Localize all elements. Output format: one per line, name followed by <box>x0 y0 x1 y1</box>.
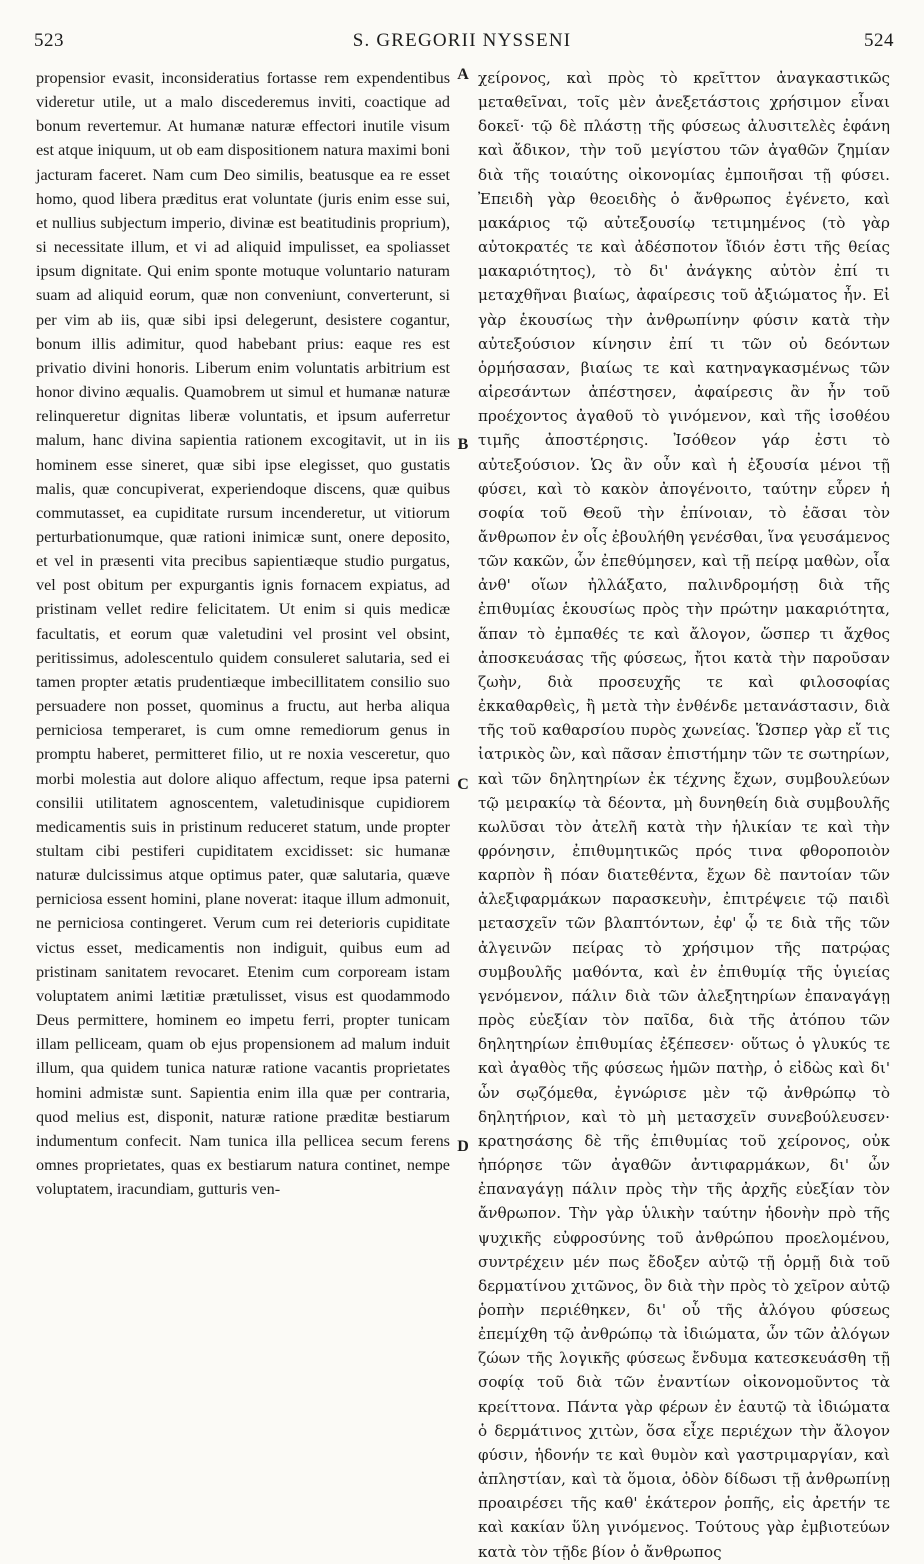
greek-text: χείρονος, καὶ πρὸς τὸ κρεῖττον ἀναγκαστικῶς μεταθεῖναι, τοῖς μὲν ἀνεξετάστοις χρήσιμον εἶναι δοκεῖ· τῷ δὲ πλάστῃ τῆς φύσεως ἀλυσιτελὲς ἐφάνη καὶ ἄδικον, τὴν τοῦ μεγίστου τῶν ἀγαθῶν ζημίαν διὰ τῆς τοιαύτης οἰκονομίας ἐμποιῆσαι τῇ φύσει. Ἐπειδὴ γὰρ θεοειδὴς ὁ ἄνθρωπος ἐγένετο, καὶ μακάριος τῷ αὐτεξουσίῳ τετιμημένος (τὸ γὰρ αὐτοκρατές τε καὶ ἀδέσποτον ἴδιόν ἐστι τῆς θείας μακαριότητος), τὸ δι' ἀνάγκης αὐτὸν ἐπί τι μεταχθῆναι βιαίως, ἀφαίρεσις τοῦ ἀξιώματος ἦν. Εἰ γὰρ ἑκουσίως τὴν ἀνθρωπίνην φύσιν κατὰ τὴν αὐτεξούσιον κίνησιν ἐπί τι τῶν οὐ δεόντων ὁρμήσασαν, βιαίως τε καὶ κατηναγκασμένως τῶν αἱρεσάντων ἀπέστησεν, ἀφαίρεσις ἂν ἦν τοῦ προέχοντος ἀγαθοῦ τὸ γινόμενον, καὶ τῆς ἰσοθέου τιμῆς ἀποστέρησις. Ἰσόθεον γάρ ἐστι τὸ αὐτεξούσιον. Ὡς ἂν οὖν καὶ ἡ ἐξουσία μένοι τῇ φύσει, καὶ τὸ κακὸν ἀπογένοιτο, ταύτην εὗρεν ἡ σοφία τοῦ Θεοῦ τὴν ἐπίνοιαν, τὸ ἐᾶσαι τὸν ἄνθρωπον ἐν οἷς ἐβουλήθη γενέσθαι, ἵνα γευσάμενος τῶν κακῶν, ὧν ἐπεθύμησεν, καὶ τῇ πείρᾳ μαθὼν, οἷα ἀνθ' οἵων ἠλλάξατο, παλινδρομήσῃ διὰ τῆς ἐπιθυμίας ἑκουσίως πρὸς τὴν πρώτην μακαριότητα, ἅπαν τὸ ἐμπαθές τε καὶ ἄλογον, ὥσπερ τι ἄχθος ἀποσκευάσας τῆς φύσεως, ἤτοι κατὰ τὴν παροῦσαν ζωὴν, διὰ προσευχῆς τε καὶ φιλοσοφίας ἐκκαθαρθεὶς, ἢ μετὰ τὴν ἐνθένδε μετανάστασιν, διὰ τῆς τοῦ καθαρσίου πυρὸς χωνείας. Ὥσπερ γὰρ εἴ τις ἰατρικὸς ὢν, καὶ πᾶσαν ἐπιστήμην τῶν τε σωτηρίων, καὶ τῶν δηλητηρίων ἐκ τέχνης ἔχων, συμβουλεύων τῷ μειρακίῳ τὰ δέοντα, μὴ δυνηθείη διὰ συμβουλῆς κωλῦσαι τὸν ἀτελῆ κατὰ τὴν ἡλικίαν τε καὶ τὴν φρόνησιν, ἐπιθυμητικῶς πρός τινα φθοροποιὸν καρπὸν ἢ πόαν διατεθέντα, ἔχων δὲ παντοίαν τῶν ἀλεξιφαρμάκων παρασκευὴν, ἐπιτρέψειε τῷ παιδὶ μετασχεῖν τῶν βλαπτόντων, ἐφ' ᾧ τε διὰ τῆς τῶν ἀλγεινῶν πείρας τὸ χρήσιμον τῆς πατρῴας συμβουλῆς μαθόντα, καὶ ἐν ἐπιθυμίᾳ τῆς ὑγιείας γενόμενον, πάλιν διὰ τῶν ἀλεξητηρίων ἐπαναγάγῃ πρὸς εὐεξίαν τὸν παῖδα, διὰ τῆς ἀτόπου τῶν δηλητηρίων ἐπιθυμίας ἐξέπεσεν· οὕτως ὁ γλυκύς τε καὶ ἀγαθὸς τῆς φύσεως ἡμῶν πατὴρ, ὁ εἰδὼς καὶ δι' ὧν σῳζόμεθα, ἐγνώρισε μὲν τῷ ἀνθρώπῳ τὸ δηλητήριον, καὶ τὸ μὴ μετασχεῖν συνεβούλευσεν· κρατησάσης δὲ τῆς ἐπιθυμίας τοῦ χείρονος, οὐκ ἠπόρησε τῶν ἀγαθῶν ἀντιφαρμάκων, δι' ὧν ἐπαναγάγῃ πάλιν πρὸς τὴν τῆς ἀρχῆς εὐεξίαν τὸν ἄνθρωπον. Τὴν γὰρ ὑλικὴν ταύτην ἡδονὴν πρὸ τῆς ψυχικῆς εὐφροσύνης τοῦ ἀνθρώπου προελομένου, συντρέχειν μέν πως ἔδοξεν αὐτῷ τῇ ὁρμῇ διὰ τοῦ δερματίνου χιτῶνος, ὃν διὰ τὴν πρὸς τὸ χεῖρον αὐτῷ ῥοπὴν περιέθηκεν, δι' οὗ τῆς ἀλόγου φύσεως ἐπεμίχθη τῷ ἀνθρώπῳ τὰ ἰδιώματα, ὧν τῶν ἀλόγων ζώων τῆς λογικῆς φύσεως ἔνδυμα κατεσκευάσθη τῇ σοφίᾳ τοῦ διὰ τῶν ἐναντίων οἰκονομοῦντος τὰ κρείττονα. Πάντα γὰρ φέρων ἐν ἑαυτῷ τὰ ἰδιώματα ὁ δερμάτινος χιτὼν, ὅσα εἶχε περιέχων τὴν ἄλογον φύσιν, ἡδονήν τε καὶ θυμὸν καὶ γαστριμαργίαν, καὶ ἀπληστίαν, καὶ τὰ ὅμοια, ὁδὸν δίδωσι τῇ ἀνθρωπίνῃ προαιρέσει τῆς καθ' ἑκάτερον ῥοπῆς, εἰς ἀρετήν τε καὶ κακίαν ὕλη γινόμενος. Τούτους γὰρ ἐμβιοτεύων κατὰ τὸν τῇδε βίον ὁ ἄνθρωπος <box>478 69 890 1561</box>
page-header <box>0 30 924 58</box>
page-number-right: 524 <box>864 30 894 51</box>
margin-marker-a: A <box>457 66 469 83</box>
latin-text: propensior evasit, inconsideratius fortasse rem expendentibus videretur utile, ut a malo discederemus inviti, coactique ad bonum revertemur. At humanæ naturæ effectori inutile visum est atque iniquum, ut ob eam dispositionem natura maximi boni jacturam faceret. Nam cum Deo similis, beatusque ea re esset homo, quod libera præditus erat voluntate (juris enim esse sui, et nullius subjectum imperio, divinæ est beatitudinis proprium), si necessitate illum, et vi ad aliquid impulisset, ea spoliasset ipsum dignitate. Qui enim sponte motuque voluntario naturam suam ad aliquid eorum, quæ non conveniunt, converterunt, si per vim ab iis, quæ sibi ipsi delegerunt, desistere cogantur, bonum illis adimitur, quod habebant prius: eaque res est privatio divini honoris. Liberum enim voluntatis arbitrium est honor divino æqualis. Quamobrem ut simul et humanæ naturæ relinqueretur dignitas liberæ voluntatis, et ipsum auferretur malum, hanc divina sapientia rationem excogitavit, ut in iis hominem esse sineret, quæ sibi ipse elegisset, quo gustatis malis, quæ concupiverat, experiendoque discens, quæ quibus commutasset, ea cupiditate rursum incenderetur, ut vitiorum perturbationumque, quæ rationi inimicæ sunt, onere deposito, et vel in præsenti vita precibus sapientiæque studio purgatus, vel post obitum per expurgantis ignis fornacem expiatus, ad pristinam vellet redire felicitatem. Ut enim si quis medicæ facultatis, et eorum quæ valetudini vel prosint vel obsint, peritissimus, adolescentulo quidem consuleret salutaria, sed ei tamen propter ætatis prudentiæque imbecillitatem consilio suo persuadere non posset, quominus a fructu, aut herba aliqua perniciosa temperaret, is cum omne remediorum genus in promptu haberet, permitteret filio, ut re noxia vesceretur, quo morbi molestia aut dolore aliquo affectum, reque ipsa paterni consilii utilitatem agnoscentem, valetudinisque cupidiorem medicamentis suis in pristinum reduceret statum, unde propter stultam cibi pestiferi cupiditatem excidisset: sic humanæ naturæ dulcissimus atque optimus pater, quæ salutaria, quæve perniciosa essent homini, plane noverat: itaque illum admonuit, ne perniciosa contingeret. Verum cum rei deterioris cupiditate victus esset, medicamentis non indiguit, quibus eum ad pristinam sanitatem revocaret. Etenim cum corpoream istam voluptatem animi lætitiæ prætulisset, visus est quodammodo Deus permittere, hominem eo impetu ferri, propter tunicam illam pelliceam, quam ob ejus propensionem ad malum induit illum, qua quidem tunica naturæ ratione vacantis proprietates homini admistæ sunt. Sapientia enim illa quæ per contraria, quod melius est, disponit, naturæ ratione præditæ bestiarum indumentum confecit. Nam tunica illa pellicea secum ferens omnes proprietates, quas ex bestiarum natura continet, nempe voluptatem, iracundiam, gutturis ven- <box>36 69 450 1199</box>
margin-marker-d: D <box>457 1138 469 1155</box>
margin-marker-c: C <box>457 776 469 793</box>
latin-column <box>36 66 450 1491</box>
margin-marker-b: B <box>457 436 469 453</box>
page-number-left: 523 <box>34 30 64 51</box>
running-title: S. GREGORII NYSSENI <box>352 30 572 51</box>
greek-column <box>478 66 890 1561</box>
